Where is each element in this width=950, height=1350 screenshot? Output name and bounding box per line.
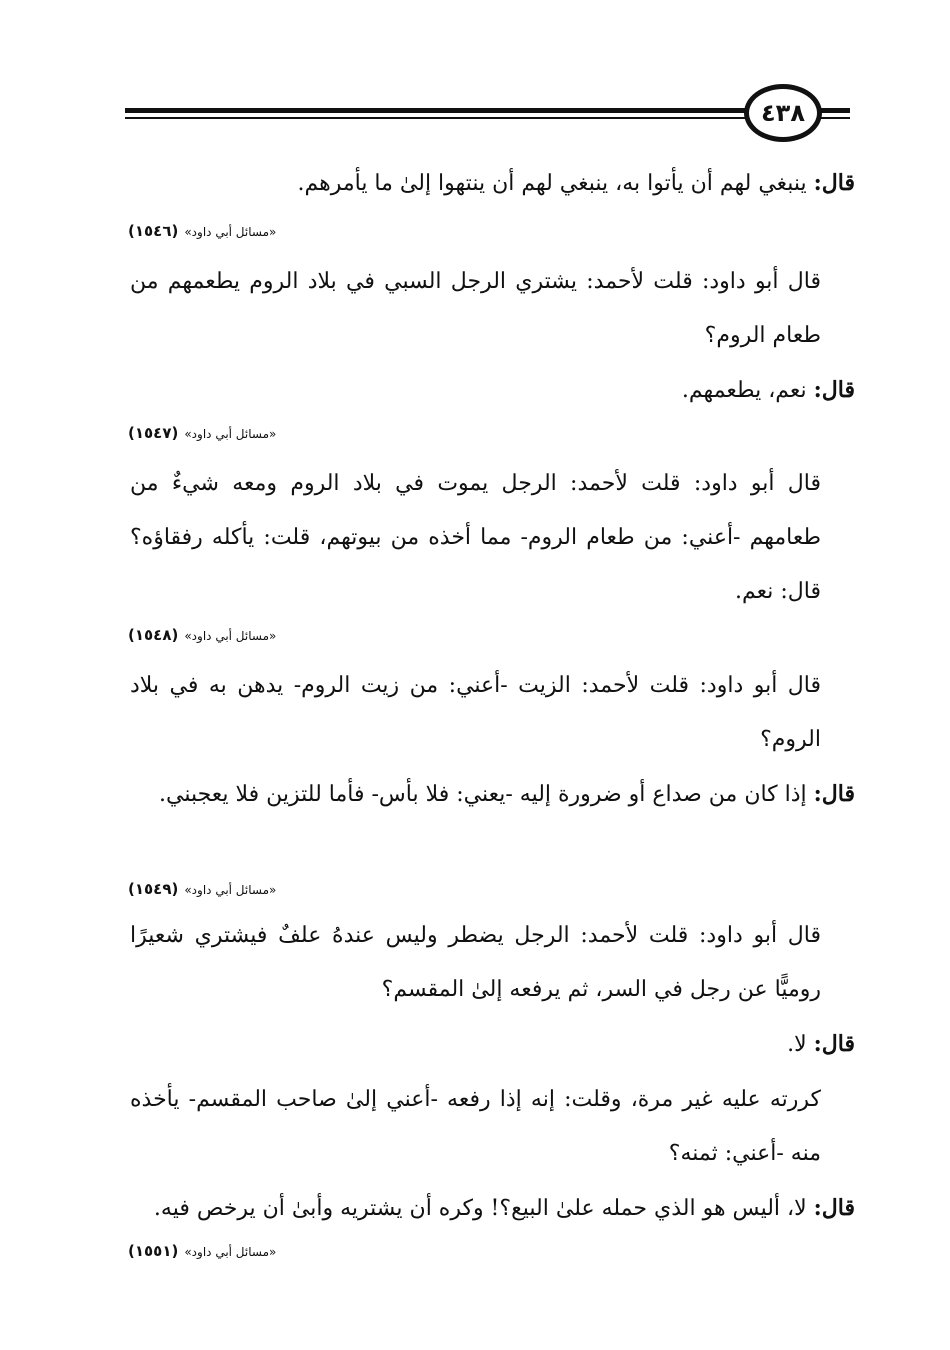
line-text: نعم، يطعمهم. [681, 378, 814, 403]
reference-number: (١٥٤٨) [128, 626, 179, 644]
line-text: قال أبو داود: قلت لأحمد: الرجل يضطر وليس عندهُ علفٌ فيشتري شعيرًا روميًّا عن رجل في السر، ثم يرفعه إلىٰ المقسم؟ [130, 923, 821, 1002]
reference-source: «مسائل أبي داود» [184, 1245, 277, 1259]
entry-line [130, 156, 855, 211]
line-text: كررته عليه غير مرة، وقلت: إنه إذا رفعه -أعني إلىٰ صاحب المقسم- يأخذه منه -أعني: ثمنه؟ [130, 1087, 821, 1166]
reference-source: «مسائل أبي داود» [184, 427, 277, 441]
entry-line [130, 1072, 855, 1181]
reference-number: (١٥٤٦) [128, 222, 179, 240]
speaker-label: قال: [813, 377, 855, 403]
speaker-label: قال: [813, 1195, 855, 1221]
line-text: قال أبو داود: قلت لأحمد: الزيت -أعني: من زيت الروم- يدهن به في بلاد الروم؟ [130, 673, 821, 752]
entry-5 [130, 908, 855, 1236]
line-text: لا. [787, 1032, 814, 1057]
header-rule-thin [125, 117, 850, 119]
line-text: إذا كان من صداع أو ضرورة إليه -يعني: فلا بأس- فأما للتزين فلا يعجبني. [158, 782, 814, 807]
line-text: لا، أليس هو الذي حمله علىٰ البيع؟! وكره أن يشتريه وأبىٰ أن يرخص فيه. [153, 1196, 814, 1221]
page-header [125, 80, 850, 140]
entry-line [130, 658, 855, 767]
entry-line [130, 908, 855, 1017]
reference-source: «مسائل أبي داود» [184, 883, 277, 897]
entry-4 [130, 658, 855, 822]
entry-1 [130, 156, 855, 211]
speaker-label: قال: [813, 781, 855, 807]
line-text: قال أبو داود: قلت لأحمد: الرجل يموت في بلاد الروم ومعه شيءٌ من طعامهم -أعني: من طعام الروم- مما أخذه من بيوتهم، قلت: يأكله رفقاؤه؟ قال: نعم. [130, 471, 821, 604]
reference-1548 [128, 626, 276, 644]
page-number: ٤٣٨ [761, 99, 805, 127]
entry-line [130, 254, 855, 363]
speaker-label: قال: [813, 170, 855, 196]
line-text: قال أبو داود: قلت لأحمد: يشتري الرجل السبي في بلاد الروم يطعمهم من طعام الروم؟ [130, 269, 821, 348]
reference-1551 [128, 1242, 276, 1260]
reference-source: «مسائل أبي داود» [184, 225, 277, 239]
entry-line [130, 1181, 855, 1236]
entry-3 [130, 456, 855, 619]
reference-number: (١٥٤٩) [128, 880, 179, 898]
header-rule [125, 108, 850, 113]
entry-line [130, 456, 855, 619]
reference-1547 [128, 424, 276, 442]
line-text: ينبغي لهم أن يأتوا به، ينبغي لهم أن ينتهوا إلىٰ ما يأمرهم. [297, 171, 814, 196]
reference-1549 [128, 880, 276, 898]
reference-1546 [128, 222, 276, 240]
speaker-label: قال: [813, 1031, 855, 1057]
reference-source: «مسائل أبي داود» [184, 629, 277, 643]
entry-line [130, 767, 855, 822]
reference-number: (١٥٥١) [128, 1242, 179, 1260]
entry-line [130, 1017, 855, 1072]
entry-2 [130, 254, 855, 418]
entry-line [130, 363, 855, 418]
page-number-badge [744, 84, 822, 142]
reference-number: (١٥٤٧) [128, 424, 179, 442]
